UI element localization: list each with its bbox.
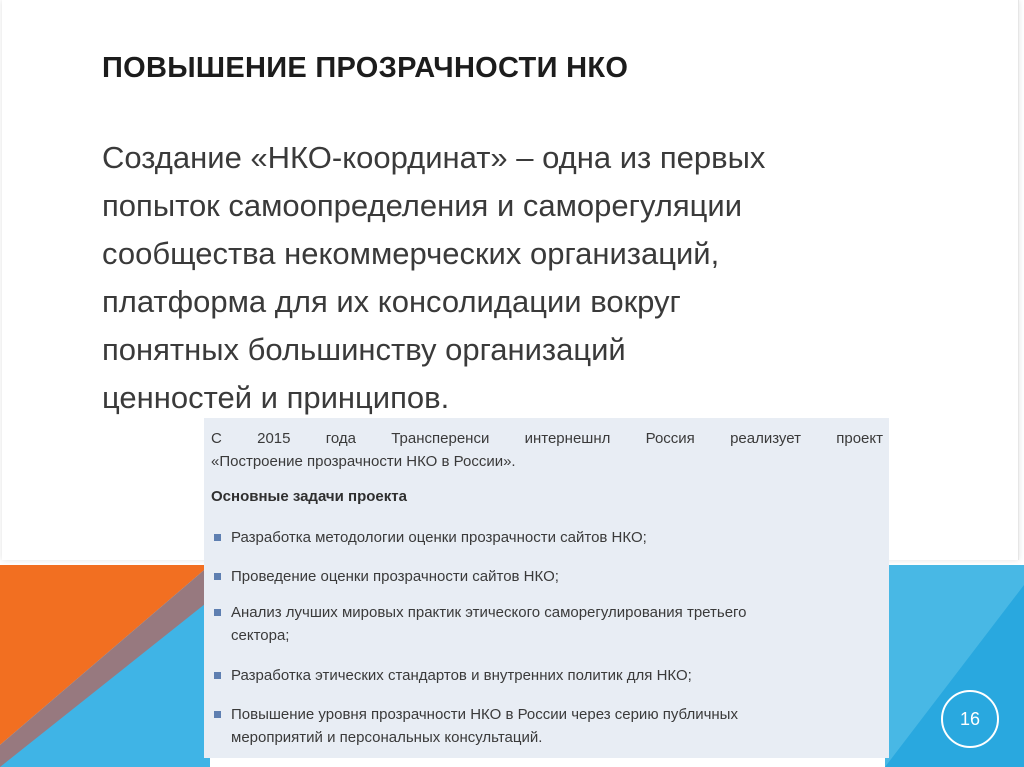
tasks-heading: Основные задачи проекта — [211, 488, 407, 505]
square-bullet-icon — [214, 672, 221, 679]
task-item — [211, 565, 883, 588]
project-info-box — [204, 418, 889, 758]
square-bullet-icon — [214, 573, 221, 580]
square-bullet-icon — [214, 711, 221, 718]
square-bullet-icon — [214, 534, 221, 541]
body-line: платформа для их консолидации вокруг — [102, 284, 681, 319]
body-paragraph — [102, 134, 972, 422]
slide-title: ПОВЫШЕНИЕ ПРОЗРАЧНОСТИ НКО — [102, 52, 629, 84]
page-number: 16 — [941, 690, 999, 748]
task-item — [211, 703, 883, 749]
project-intro-line: «Построение прозрачности НКО в России». — [211, 453, 516, 470]
task-text: Разработка методологии оценки прозрачности сайтов НКО; — [231, 529, 647, 546]
square-bullet-icon — [214, 609, 221, 616]
task-item — [211, 526, 883, 549]
project-intro — [211, 427, 883, 473]
task-item — [211, 601, 883, 647]
task-text: сектора; — [231, 627, 290, 644]
body-line: Создание «НКО-координат» – одна из первых — [102, 140, 766, 175]
body-line: сообщества некоммерческих организаций, — [102, 236, 720, 271]
body-line: понятных большинству организаций — [102, 332, 626, 367]
body-line: ценностей и принципов. — [102, 380, 450, 415]
task-text: Проведение оценки прозрачности сайтов НКО; — [231, 568, 559, 585]
task-item — [211, 664, 883, 687]
task-text: Анализ лучших мировых практик этического саморегулирования третьего — [231, 604, 747, 621]
project-intro-line: С 2015 года Трансперенси интернешнл Россия реализует проект — [211, 430, 883, 447]
body-line: попыток самоопределения и саморегуляции — [102, 188, 743, 223]
task-text: мероприятий и персональных консультаций. — [231, 729, 543, 746]
task-text: Повышение уровня прозрачности НКО в России через серию публичных — [231, 706, 738, 723]
task-text: Разработка этических стандартов и внутренних политик для НКО; — [231, 667, 692, 684]
